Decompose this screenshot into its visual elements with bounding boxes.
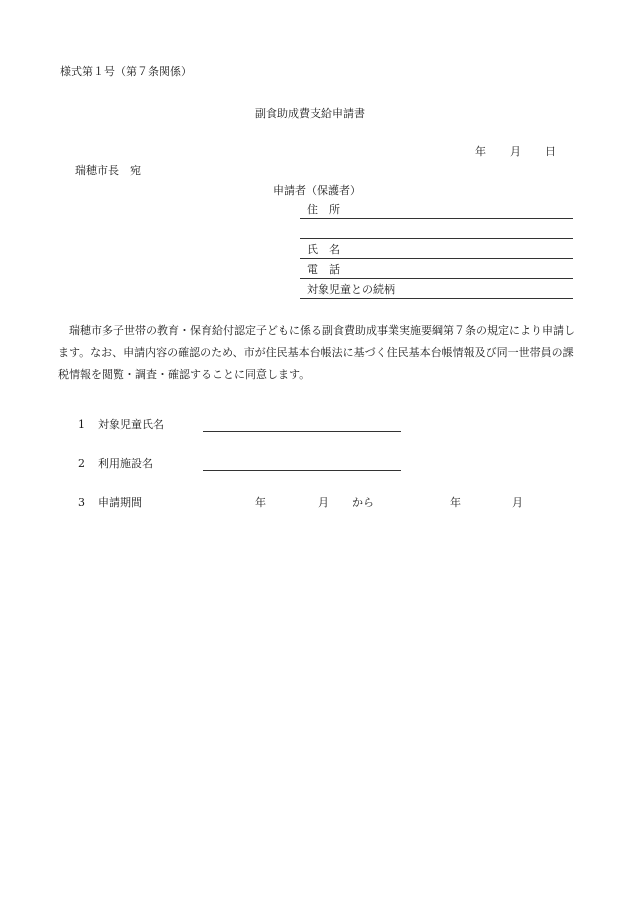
item-1-number: 1: [78, 418, 85, 431]
applicant-relation-line: [300, 298, 573, 299]
item-3-number: 3: [78, 496, 85, 509]
applicant-address-label: 住 所: [307, 203, 340, 216]
period-month-start: 月: [318, 496, 329, 509]
item-1-label: 対象児童氏名: [98, 418, 164, 431]
period-year-start: 年: [255, 496, 266, 509]
document-title: 副食助成費支給申請書: [255, 107, 365, 120]
applicant-name-line: [300, 258, 573, 259]
applicant-name-label: 氏 名: [307, 243, 340, 256]
applicant-relation-label: 対象児童との続柄: [307, 283, 395, 296]
item-2-label: 利用施設名: [98, 457, 153, 470]
item-1-line: [203, 431, 401, 432]
period-from: から: [352, 496, 374, 509]
applicant-phone-line: [300, 278, 573, 279]
consent-paragraph: 瑞穂市多子世帯の教育・保育給付認定子どもに係る副食費助成事業実施要綱第７条の規定により申請します。なお、申請内容の確認のため、市が住民基本台帳法に基づく住民基本台帳情報及び同一世帯員の課税情報を閲覧・調査・確認することに同意します。: [58, 324, 575, 381]
item-2-number: 2: [78, 457, 85, 470]
period-month-end: 月: [512, 496, 523, 509]
form-id: 様式第１号（第７条関係）: [60, 65, 192, 78]
applicant-phone-label: 電 話: [307, 263, 340, 276]
applicant-address-line: [300, 218, 573, 219]
date-year: 年: [475, 145, 486, 158]
date-month: 月: [510, 145, 521, 158]
date-day: 日: [545, 145, 556, 158]
item-2-line: [203, 470, 401, 471]
applicant-heading: 申請者（保護者）: [273, 184, 361, 197]
item-3-label: 申請期間: [98, 496, 142, 509]
period-year-end: 年: [450, 496, 461, 509]
addressee: 瑞穂市長 宛: [75, 164, 141, 177]
applicant-address-line-2: [300, 238, 573, 239]
